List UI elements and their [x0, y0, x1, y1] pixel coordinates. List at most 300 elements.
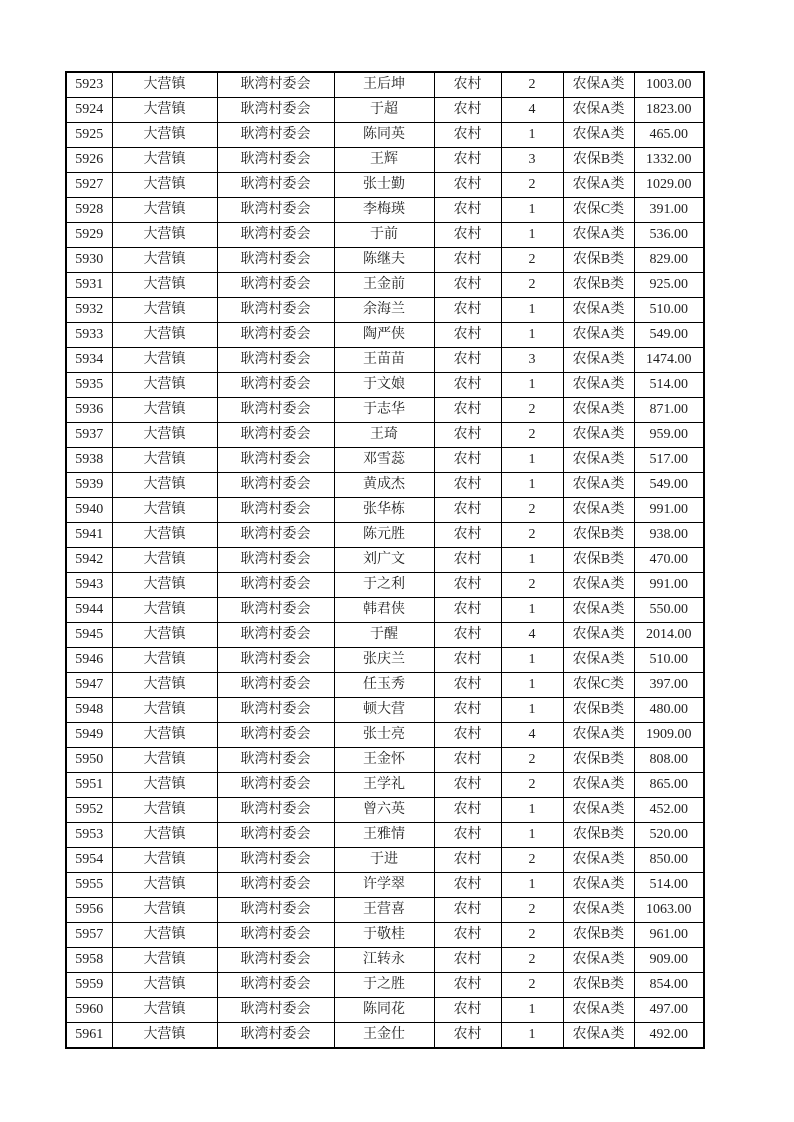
cell-residence_type: 农村 [434, 123, 501, 148]
cell-amount: 865.00 [634, 773, 704, 798]
cell-residence_type: 农村 [434, 773, 501, 798]
cell-village_committee: 耿湾村委会 [217, 298, 334, 323]
cell-name: 王学礼 [334, 773, 434, 798]
cell-person_count: 2 [501, 498, 563, 523]
cell-insurance_category: 农保A类 [563, 573, 634, 598]
cell-village_committee: 耿湾村委会 [217, 798, 334, 823]
cell-village_committee: 耿湾村委会 [217, 748, 334, 773]
cell-residence_type: 农村 [434, 173, 501, 198]
cell-town: 大营镇 [112, 873, 217, 898]
table-row [66, 548, 704, 573]
cell-serial_number: 5949 [66, 723, 112, 748]
cell-amount: 497.00 [634, 998, 704, 1023]
cell-name: 陈元胜 [334, 523, 434, 548]
cell-town: 大营镇 [112, 673, 217, 698]
table-row [66, 148, 704, 173]
cell-residence_type: 农村 [434, 448, 501, 473]
cell-serial_number: 5950 [66, 748, 112, 773]
cell-residence_type: 农村 [434, 148, 501, 173]
cell-village_committee: 耿湾村委会 [217, 573, 334, 598]
cell-name: 任玉秀 [334, 673, 434, 698]
cell-name: 于醒 [334, 623, 434, 648]
cell-town: 大营镇 [112, 423, 217, 448]
cell-town: 大营镇 [112, 198, 217, 223]
cell-person_count: 2 [501, 748, 563, 773]
cell-insurance_category: 农保A类 [563, 898, 634, 923]
table-row [66, 273, 704, 298]
cell-person_count: 2 [501, 773, 563, 798]
cell-insurance_category: 农保B类 [563, 923, 634, 948]
table-row [66, 498, 704, 523]
cell-person_count: 2 [501, 423, 563, 448]
cell-town: 大营镇 [112, 123, 217, 148]
cell-name: 刘广文 [334, 548, 434, 573]
cell-person_count: 1 [501, 198, 563, 223]
cell-village_committee: 耿湾村委会 [217, 98, 334, 123]
cell-name: 许学翠 [334, 873, 434, 898]
cell-village_committee: 耿湾村委会 [217, 548, 334, 573]
cell-town: 大营镇 [112, 273, 217, 298]
cell-amount: 871.00 [634, 398, 704, 423]
cell-residence_type: 农村 [434, 823, 501, 848]
cell-residence_type: 农村 [434, 1023, 501, 1049]
cell-residence_type: 农村 [434, 523, 501, 548]
cell-name: 韩君侠 [334, 598, 434, 623]
table-row [66, 1023, 704, 1049]
cell-town: 大营镇 [112, 523, 217, 548]
cell-town: 大营镇 [112, 148, 217, 173]
cell-insurance_category: 农保A类 [563, 98, 634, 123]
cell-person_count: 1 [501, 598, 563, 623]
cell-name: 王金怀 [334, 748, 434, 773]
cell-name: 于之胜 [334, 973, 434, 998]
cell-town: 大营镇 [112, 998, 217, 1023]
cell-serial_number: 5948 [66, 698, 112, 723]
cell-name: 王雅情 [334, 823, 434, 848]
cell-town: 大营镇 [112, 348, 217, 373]
cell-residence_type: 农村 [434, 373, 501, 398]
cell-village_committee: 耿湾村委会 [217, 673, 334, 698]
cell-serial_number: 5956 [66, 898, 112, 923]
cell-village_committee: 耿湾村委会 [217, 498, 334, 523]
cell-town: 大营镇 [112, 398, 217, 423]
cell-town: 大营镇 [112, 798, 217, 823]
table-row [66, 523, 704, 548]
cell-insurance_category: 农保A类 [563, 123, 634, 148]
cell-village_committee: 耿湾村委会 [217, 898, 334, 923]
cell-residence_type: 农村 [434, 198, 501, 223]
table-row [66, 623, 704, 648]
cell-town: 大营镇 [112, 973, 217, 998]
cell-residence_type: 农村 [434, 98, 501, 123]
cell-person_count: 1 [501, 473, 563, 498]
cell-town: 大营镇 [112, 848, 217, 873]
cell-serial_number: 5925 [66, 123, 112, 148]
cell-insurance_category: 农保B类 [563, 823, 634, 848]
cell-residence_type: 农村 [434, 473, 501, 498]
cell-village_committee: 耿湾村委会 [217, 873, 334, 898]
cell-amount: 1823.00 [634, 98, 704, 123]
cell-town: 大营镇 [112, 748, 217, 773]
cell-person_count: 1 [501, 798, 563, 823]
cell-residence_type: 农村 [434, 898, 501, 923]
table-row [66, 348, 704, 373]
cell-town: 大营镇 [112, 948, 217, 973]
cell-insurance_category: 农保A类 [563, 323, 634, 348]
cell-person_count: 3 [501, 148, 563, 173]
cell-amount: 514.00 [634, 873, 704, 898]
cell-insurance_category: 农保A类 [563, 298, 634, 323]
cell-person_count: 3 [501, 348, 563, 373]
cell-village_committee: 耿湾村委会 [217, 473, 334, 498]
cell-town: 大营镇 [112, 823, 217, 848]
cell-name: 陈同花 [334, 998, 434, 1023]
cell-residence_type: 农村 [434, 298, 501, 323]
cell-amount: 2014.00 [634, 623, 704, 648]
cell-serial_number: 5926 [66, 148, 112, 173]
cell-town: 大营镇 [112, 623, 217, 648]
cell-person_count: 1 [501, 1023, 563, 1049]
cell-insurance_category: 农保A类 [563, 473, 634, 498]
cell-insurance_category: 农保A类 [563, 623, 634, 648]
cell-insurance_category: 农保A类 [563, 998, 634, 1023]
cell-person_count: 1 [501, 548, 563, 573]
cell-serial_number: 5951 [66, 773, 112, 798]
cell-serial_number: 5937 [66, 423, 112, 448]
cell-insurance_category: 农保B类 [563, 148, 634, 173]
cell-town: 大营镇 [112, 448, 217, 473]
cell-residence_type: 农村 [434, 348, 501, 373]
cell-serial_number: 5961 [66, 1023, 112, 1049]
cell-village_committee: 耿湾村委会 [217, 523, 334, 548]
cell-village_committee: 耿湾村委会 [217, 373, 334, 398]
cell-name: 张士勤 [334, 173, 434, 198]
cell-town: 大营镇 [112, 98, 217, 123]
cell-person_count: 2 [501, 273, 563, 298]
table-row [66, 573, 704, 598]
cell-village_committee: 耿湾村委会 [217, 823, 334, 848]
cell-amount: 850.00 [634, 848, 704, 873]
cell-town: 大营镇 [112, 773, 217, 798]
cell-residence_type: 农村 [434, 548, 501, 573]
cell-village_committee: 耿湾村委会 [217, 148, 334, 173]
cell-amount: 1029.00 [634, 173, 704, 198]
cell-insurance_category: 农保A类 [563, 423, 634, 448]
cell-town: 大营镇 [112, 548, 217, 573]
cell-name: 王金仕 [334, 1023, 434, 1049]
table-row [66, 72, 704, 98]
cell-insurance_category: 农保B类 [563, 748, 634, 773]
cell-town: 大营镇 [112, 923, 217, 948]
cell-amount: 514.00 [634, 373, 704, 398]
cell-village_committee: 耿湾村委会 [217, 648, 334, 673]
cell-amount: 510.00 [634, 298, 704, 323]
cell-person_count: 1 [501, 673, 563, 698]
cell-amount: 480.00 [634, 698, 704, 723]
cell-residence_type: 农村 [434, 948, 501, 973]
cell-residence_type: 农村 [434, 848, 501, 873]
cell-residence_type: 农村 [434, 673, 501, 698]
cell-serial_number: 5935 [66, 373, 112, 398]
cell-amount: 961.00 [634, 923, 704, 948]
cell-insurance_category: 农保A类 [563, 448, 634, 473]
cell-serial_number: 5936 [66, 398, 112, 423]
cell-village_committee: 耿湾村委会 [217, 323, 334, 348]
cell-village_committee: 耿湾村委会 [217, 448, 334, 473]
cell-town: 大营镇 [112, 473, 217, 498]
cell-insurance_category: 农保B类 [563, 273, 634, 298]
cell-amount: 517.00 [634, 448, 704, 473]
cell-name: 于前 [334, 223, 434, 248]
cell-insurance_category: 农保A类 [563, 648, 634, 673]
cell-person_count: 1 [501, 873, 563, 898]
table-row [66, 123, 704, 148]
table-row [66, 173, 704, 198]
cell-insurance_category: 农保A类 [563, 598, 634, 623]
cell-amount: 938.00 [634, 523, 704, 548]
cell-village_committee: 耿湾村委会 [217, 848, 334, 873]
cell-serial_number: 5941 [66, 523, 112, 548]
cell-village_committee: 耿湾村委会 [217, 348, 334, 373]
cell-amount: 470.00 [634, 548, 704, 573]
cell-serial_number: 5934 [66, 348, 112, 373]
cell-insurance_category: 农保A类 [563, 398, 634, 423]
cell-town: 大营镇 [112, 248, 217, 273]
cell-residence_type: 农村 [434, 398, 501, 423]
cell-name: 王苗苗 [334, 348, 434, 373]
table-row [66, 998, 704, 1023]
cell-town: 大营镇 [112, 173, 217, 198]
table-row [66, 598, 704, 623]
cell-town: 大营镇 [112, 498, 217, 523]
cell-insurance_category: 农保A类 [563, 373, 634, 398]
cell-residence_type: 农村 [434, 998, 501, 1023]
cell-serial_number: 5928 [66, 198, 112, 223]
cell-name: 张华栋 [334, 498, 434, 523]
cell-serial_number: 5923 [66, 72, 112, 98]
cell-person_count: 2 [501, 948, 563, 973]
cell-village_committee: 耿湾村委会 [217, 248, 334, 273]
cell-name: 曾六英 [334, 798, 434, 823]
cell-person_count: 1 [501, 448, 563, 473]
cell-name: 王辉 [334, 148, 434, 173]
cell-insurance_category: 农保B类 [563, 248, 634, 273]
cell-village_committee: 耿湾村委会 [217, 773, 334, 798]
cell-serial_number: 5958 [66, 948, 112, 973]
cell-insurance_category: 农保A类 [563, 223, 634, 248]
cell-amount: 1063.00 [634, 898, 704, 923]
cell-village_committee: 耿湾村委会 [217, 423, 334, 448]
cell-town: 大营镇 [112, 72, 217, 98]
cell-name: 于志华 [334, 398, 434, 423]
cell-amount: 854.00 [634, 973, 704, 998]
cell-residence_type: 农村 [434, 648, 501, 673]
cell-residence_type: 农村 [434, 923, 501, 948]
cell-insurance_category: 农保A类 [563, 873, 634, 898]
table-row [66, 923, 704, 948]
cell-person_count: 1 [501, 123, 563, 148]
cell-person_count: 4 [501, 623, 563, 648]
cell-residence_type: 农村 [434, 798, 501, 823]
cell-name: 顿大营 [334, 698, 434, 723]
cell-town: 大营镇 [112, 298, 217, 323]
cell-amount: 391.00 [634, 198, 704, 223]
cell-serial_number: 5944 [66, 598, 112, 623]
cell-person_count: 1 [501, 323, 563, 348]
cell-person_count: 2 [501, 898, 563, 923]
cell-insurance_category: 农保A类 [563, 773, 634, 798]
cell-person_count: 1 [501, 823, 563, 848]
cell-serial_number: 5940 [66, 498, 112, 523]
cell-amount: 925.00 [634, 273, 704, 298]
cell-amount: 520.00 [634, 823, 704, 848]
cell-name: 张士亮 [334, 723, 434, 748]
cell-serial_number: 5938 [66, 448, 112, 473]
cell-residence_type: 农村 [434, 248, 501, 273]
cell-person_count: 1 [501, 698, 563, 723]
cell-name: 李梅瑛 [334, 198, 434, 223]
cell-village_committee: 耿湾村委会 [217, 273, 334, 298]
cell-insurance_category: 农保B类 [563, 973, 634, 998]
cell-village_committee: 耿湾村委会 [217, 998, 334, 1023]
cell-insurance_category: 农保C类 [563, 198, 634, 223]
cell-insurance_category: 农保A类 [563, 72, 634, 98]
table-row [66, 323, 704, 348]
cell-town: 大营镇 [112, 1023, 217, 1049]
cell-name: 于敬桂 [334, 923, 434, 948]
cell-village_committee: 耿湾村委会 [217, 698, 334, 723]
cell-town: 大营镇 [112, 598, 217, 623]
table-row [66, 423, 704, 448]
cell-person_count: 2 [501, 973, 563, 998]
cell-town: 大营镇 [112, 648, 217, 673]
cell-amount: 959.00 [634, 423, 704, 448]
cell-serial_number: 5957 [66, 923, 112, 948]
cell-village_committee: 耿湾村委会 [217, 623, 334, 648]
table-row [66, 798, 704, 823]
cell-village_committee: 耿湾村委会 [217, 198, 334, 223]
cell-name: 陈继夫 [334, 248, 434, 273]
cell-person_count: 2 [501, 398, 563, 423]
table-row [66, 698, 704, 723]
cell-serial_number: 5954 [66, 848, 112, 873]
cell-serial_number: 5942 [66, 548, 112, 573]
cell-serial_number: 5932 [66, 298, 112, 323]
cell-insurance_category: 农保A类 [563, 723, 634, 748]
cell-residence_type: 农村 [434, 873, 501, 898]
cell-serial_number: 5930 [66, 248, 112, 273]
cell-residence_type: 农村 [434, 598, 501, 623]
table-row [66, 673, 704, 698]
cell-serial_number: 5945 [66, 623, 112, 648]
cell-serial_number: 5946 [66, 648, 112, 673]
cell-name: 于文娘 [334, 373, 434, 398]
table-row [66, 973, 704, 998]
cell-insurance_category: 农保A类 [563, 798, 634, 823]
cell-name: 于超 [334, 98, 434, 123]
cell-insurance_category: 农保A类 [563, 498, 634, 523]
cell-amount: 1003.00 [634, 72, 704, 98]
cell-person_count: 2 [501, 573, 563, 598]
cell-name: 江转永 [334, 948, 434, 973]
cell-person_count: 2 [501, 923, 563, 948]
cell-name: 张庆兰 [334, 648, 434, 673]
cell-serial_number: 5955 [66, 873, 112, 898]
cell-person_count: 1 [501, 998, 563, 1023]
cell-residence_type: 农村 [434, 573, 501, 598]
cell-town: 大营镇 [112, 323, 217, 348]
cell-insurance_category: 农保A类 [563, 348, 634, 373]
cell-residence_type: 农村 [434, 72, 501, 98]
cell-town: 大营镇 [112, 573, 217, 598]
cell-amount: 550.00 [634, 598, 704, 623]
cell-person_count: 1 [501, 223, 563, 248]
cell-residence_type: 农村 [434, 498, 501, 523]
cell-residence_type: 农村 [434, 723, 501, 748]
cell-insurance_category: 农保B类 [563, 523, 634, 548]
cell-person_count: 1 [501, 298, 563, 323]
cell-serial_number: 5952 [66, 798, 112, 823]
cell-person_count: 2 [501, 72, 563, 98]
cell-person_count: 2 [501, 248, 563, 273]
cell-residence_type: 农村 [434, 698, 501, 723]
cell-insurance_category: 农保B类 [563, 698, 634, 723]
cell-village_committee: 耿湾村委会 [217, 223, 334, 248]
cell-person_count: 2 [501, 848, 563, 873]
table-row [66, 98, 704, 123]
cell-amount: 991.00 [634, 573, 704, 598]
table-row [66, 248, 704, 273]
cell-residence_type: 农村 [434, 323, 501, 348]
cell-amount: 397.00 [634, 673, 704, 698]
cell-person_count: 4 [501, 723, 563, 748]
cell-name: 于进 [334, 848, 434, 873]
table-row [66, 223, 704, 248]
cell-amount: 536.00 [634, 223, 704, 248]
cell-residence_type: 农村 [434, 273, 501, 298]
table-row [66, 448, 704, 473]
cell-village_committee: 耿湾村委会 [217, 398, 334, 423]
cell-person_count: 4 [501, 98, 563, 123]
table-row [66, 823, 704, 848]
cell-village_committee: 耿湾村委会 [217, 72, 334, 98]
cell-name: 陶严侠 [334, 323, 434, 348]
cell-serial_number: 5927 [66, 173, 112, 198]
table-row [66, 373, 704, 398]
cell-village_committee: 耿湾村委会 [217, 973, 334, 998]
cell-person_count: 2 [501, 523, 563, 548]
cell-town: 大营镇 [112, 373, 217, 398]
table-row [66, 873, 704, 898]
cell-name: 黄成杰 [334, 473, 434, 498]
cell-person_count: 2 [501, 173, 563, 198]
cell-town: 大营镇 [112, 223, 217, 248]
cell-village_committee: 耿湾村委会 [217, 723, 334, 748]
cell-insurance_category: 农保A类 [563, 1023, 634, 1049]
beneficiary-table [65, 71, 705, 1049]
table-row [66, 898, 704, 923]
cell-serial_number: 5924 [66, 98, 112, 123]
table-row [66, 473, 704, 498]
cell-name: 邓雪蕊 [334, 448, 434, 473]
table-row [66, 298, 704, 323]
cell-amount: 1332.00 [634, 148, 704, 173]
cell-amount: 452.00 [634, 798, 704, 823]
table-row [66, 748, 704, 773]
table-body [66, 72, 704, 1048]
table-row [66, 398, 704, 423]
cell-village_committee: 耿湾村委会 [217, 923, 334, 948]
